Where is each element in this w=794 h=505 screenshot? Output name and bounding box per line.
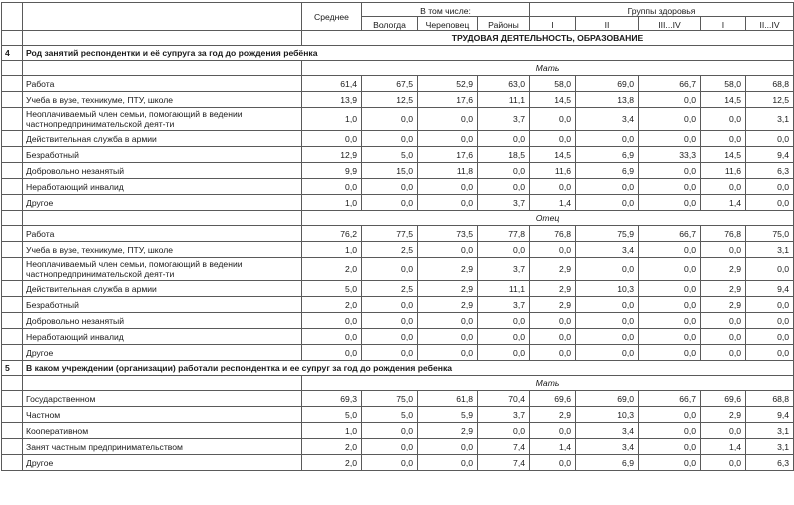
value-cell: 76,2	[302, 226, 362, 242]
table-row	[2, 391, 794, 407]
row-label: Другое	[23, 345, 302, 361]
subgroup-label-cell	[23, 211, 302, 226]
value-cell: 1,4	[530, 439, 576, 455]
value-cell: 77,5	[362, 226, 418, 242]
row-index-cell	[2, 163, 23, 179]
value-cell: 0,0	[639, 407, 701, 423]
question-row	[2, 361, 794, 376]
row-label: Учеба в вузе, техникуме, ПТУ, школе	[23, 92, 302, 108]
value-cell: 0,0	[701, 345, 746, 361]
value-cell: 5,0	[362, 147, 418, 163]
value-cell: 73,5	[418, 226, 478, 242]
row-index-cell	[2, 391, 23, 407]
value-cell: 0,0	[362, 313, 418, 329]
value-cell: 7,4	[478, 439, 530, 455]
value-cell: 0,0	[478, 131, 530, 147]
value-cell: 0,0	[478, 345, 530, 361]
value-cell: 0,0	[639, 179, 701, 195]
value-cell: 70,4	[478, 391, 530, 407]
value-cell: 0,0	[746, 258, 794, 281]
value-cell: 3,7	[478, 108, 530, 131]
row-index-cell	[2, 281, 23, 297]
value-cell: 0,0	[701, 108, 746, 131]
value-cell: 0,0	[530, 108, 576, 131]
value-cell: 2,0	[302, 258, 362, 281]
row-label: Добровольно незанятый	[23, 163, 302, 179]
value-cell: 9,4	[746, 281, 794, 297]
value-cell: 0,0	[302, 345, 362, 361]
value-cell: 0,0	[701, 242, 746, 258]
value-cell: 0,0	[530, 423, 576, 439]
value-cell: 0,0	[639, 455, 701, 471]
row-index-cell	[2, 92, 23, 108]
value-cell: 68,8	[746, 391, 794, 407]
value-cell: 7,4	[478, 455, 530, 471]
row-label: Работа	[23, 226, 302, 242]
value-cell: 3,4	[576, 108, 639, 131]
subgroup-index-cell	[2, 211, 23, 226]
value-cell: 9,9	[302, 163, 362, 179]
value-cell: 0,0	[530, 329, 576, 345]
value-cell: 11,8	[418, 163, 478, 179]
value-cell: 13,8	[576, 92, 639, 108]
value-cell: 1,4	[701, 439, 746, 455]
value-cell: 0,0	[746, 313, 794, 329]
value-cell: 0,0	[639, 297, 701, 313]
value-cell: 5,0	[302, 281, 362, 297]
value-cell: 12,5	[362, 92, 418, 108]
value-cell: 68,8	[746, 76, 794, 92]
value-cell: 3,4	[576, 242, 639, 258]
value-cell: 3,1	[746, 108, 794, 131]
value-cell: 0,0	[418, 108, 478, 131]
row-index-cell	[2, 439, 23, 455]
table-row	[2, 345, 794, 361]
value-cell: 2,5	[362, 242, 418, 258]
table-row	[2, 423, 794, 439]
table-row	[2, 226, 794, 242]
value-cell: 2,5	[362, 281, 418, 297]
value-cell: 0,0	[639, 329, 701, 345]
subgroup-label-cell	[23, 376, 302, 391]
value-cell: 0,0	[746, 195, 794, 211]
value-cell: 0,0	[576, 313, 639, 329]
table-row	[2, 281, 794, 297]
subgroup-title: Отец	[302, 211, 794, 226]
table-row	[2, 329, 794, 345]
value-cell: 3,1	[746, 439, 794, 455]
row-label: Другое	[23, 455, 302, 471]
row-index-cell	[2, 242, 23, 258]
row-label: Государственном	[23, 391, 302, 407]
value-cell: 10,3	[576, 407, 639, 423]
value-cell: 67,5	[362, 76, 418, 92]
value-cell: 0,0	[639, 131, 701, 147]
row-index-cell	[2, 195, 23, 211]
table-row	[2, 258, 794, 281]
row-index-cell	[2, 258, 23, 281]
value-cell: 75,0	[362, 391, 418, 407]
value-cell: 2,0	[302, 455, 362, 471]
table-row	[2, 108, 794, 131]
value-cell: 3,7	[478, 258, 530, 281]
value-cell: 0,0	[576, 258, 639, 281]
value-cell: 0,0	[746, 131, 794, 147]
value-cell: 9,4	[746, 147, 794, 163]
subgroup-index-cell	[2, 61, 23, 76]
value-cell: 61,8	[418, 391, 478, 407]
subgroup-row	[2, 211, 794, 226]
row-index-cell	[2, 407, 23, 423]
row-index-cell	[2, 313, 23, 329]
value-cell: 69,0	[576, 76, 639, 92]
row-label: Другое	[23, 195, 302, 211]
value-cell: 17,6	[418, 92, 478, 108]
value-cell: 52,9	[418, 76, 478, 92]
row-index-cell	[2, 108, 23, 131]
value-cell: 0,0	[362, 423, 418, 439]
value-cell: 0,0	[362, 179, 418, 195]
value-cell: 0,0	[576, 345, 639, 361]
table-row	[2, 195, 794, 211]
subgroup-index-cell	[2, 376, 23, 391]
value-cell: 0,0	[530, 242, 576, 258]
table-row	[2, 407, 794, 423]
header-group-3-4: III...IV	[639, 17, 701, 31]
row-index-cell	[2, 147, 23, 163]
value-cell: 0,0	[701, 423, 746, 439]
value-cell: 66,7	[639, 76, 701, 92]
value-cell: 0,0	[701, 131, 746, 147]
value-cell: 0,0	[530, 313, 576, 329]
value-cell: 0,0	[418, 242, 478, 258]
header-health-groups: Группы здоровья	[530, 3, 794, 17]
value-cell: 11,1	[478, 92, 530, 108]
header-cherepovets: Череповец	[418, 17, 478, 31]
value-cell: 69,0	[576, 391, 639, 407]
value-cell: 2,0	[302, 439, 362, 455]
value-cell: 6,3	[746, 455, 794, 471]
row-label: Безработный	[23, 147, 302, 163]
value-cell: 0,0	[362, 329, 418, 345]
table-row	[2, 179, 794, 195]
value-cell: 5,9	[418, 407, 478, 423]
value-cell: 0,0	[639, 242, 701, 258]
value-cell: 3,1	[746, 423, 794, 439]
row-index-cell	[2, 179, 23, 195]
value-cell: 2,9	[418, 423, 478, 439]
value-cell: 76,8	[530, 226, 576, 242]
value-cell: 0,0	[639, 345, 701, 361]
value-cell: 0,0	[418, 345, 478, 361]
header-corner-index	[2, 3, 23, 31]
value-cell: 0,0	[639, 163, 701, 179]
value-cell: 66,7	[639, 391, 701, 407]
subgroup-row	[2, 61, 794, 76]
value-cell: 0,0	[478, 242, 530, 258]
value-cell: 0,0	[701, 329, 746, 345]
row-label: Неработающий инвалид	[23, 179, 302, 195]
row-label: Действительная служба в армии	[23, 281, 302, 297]
value-cell: 2,9	[701, 407, 746, 423]
row-index-cell	[2, 329, 23, 345]
table-row	[2, 147, 794, 163]
value-cell: 0,0	[701, 313, 746, 329]
section-index-cell	[2, 31, 23, 46]
value-cell: 13,9	[302, 92, 362, 108]
value-cell: 0,0	[576, 329, 639, 345]
value-cell: 77,8	[478, 226, 530, 242]
value-cell: 0,0	[746, 329, 794, 345]
value-cell: 2,9	[418, 258, 478, 281]
value-cell: 15,0	[362, 163, 418, 179]
value-cell: 0,0	[639, 258, 701, 281]
row-label: Неоплачиваемый член семьи, помогающий в ведении частнопредпринимательской деят-ти	[23, 108, 302, 131]
row-label: Частном	[23, 407, 302, 423]
value-cell: 12,9	[302, 147, 362, 163]
table-row	[2, 163, 794, 179]
value-cell: 1,0	[302, 242, 362, 258]
value-cell: 3,7	[478, 195, 530, 211]
value-cell: 0,0	[362, 258, 418, 281]
header-districts: Районы	[478, 17, 530, 31]
value-cell: 1,0	[302, 423, 362, 439]
header-including: В том числе:	[362, 3, 530, 17]
value-cell: 0,0	[639, 439, 701, 455]
value-cell: 2,9	[530, 281, 576, 297]
row-index-cell	[2, 345, 23, 361]
value-cell: 2,9	[701, 297, 746, 313]
table-row	[2, 297, 794, 313]
value-cell: 2,9	[530, 407, 576, 423]
value-cell: 0,0	[530, 345, 576, 361]
value-cell: 0,0	[362, 345, 418, 361]
value-cell: 1,0	[302, 108, 362, 131]
value-cell: 0,0	[639, 195, 701, 211]
row-index-cell	[2, 455, 23, 471]
value-cell: 0,0	[362, 195, 418, 211]
value-cell: 0,0	[530, 179, 576, 195]
value-cell: 1,4	[701, 195, 746, 211]
table-row	[2, 92, 794, 108]
value-cell: 6,9	[576, 147, 639, 163]
value-cell: 0,0	[639, 281, 701, 297]
header-vologda: Вологда	[362, 17, 418, 31]
value-cell: 0,0	[530, 455, 576, 471]
header-average: Среднее	[302, 3, 362, 31]
value-cell: 66,7	[639, 226, 701, 242]
value-cell: 0,0	[576, 195, 639, 211]
value-cell: 11,1	[478, 281, 530, 297]
value-cell: 0,0	[418, 313, 478, 329]
value-cell: 76,8	[701, 226, 746, 242]
value-cell: 0,0	[478, 313, 530, 329]
section-title: ТРУДОВАЯ ДЕЯТЕЛЬНОСТЬ, ОБРАЗОВАНИЕ	[302, 31, 794, 46]
row-label: Безработный	[23, 297, 302, 313]
value-cell: 0,0	[746, 345, 794, 361]
value-cell: 12,5	[746, 92, 794, 108]
header-group-1: I	[530, 17, 576, 31]
value-cell: 14,5	[530, 147, 576, 163]
value-cell: 0,0	[418, 131, 478, 147]
value-cell: 5,0	[302, 407, 362, 423]
value-cell: 0,0	[478, 163, 530, 179]
value-cell: 0,0	[478, 423, 530, 439]
row-label: Кооперативном	[23, 423, 302, 439]
table-row	[2, 131, 794, 147]
value-cell: 0,0	[302, 313, 362, 329]
value-cell: 0,0	[418, 329, 478, 345]
value-cell: 75,9	[576, 226, 639, 242]
value-cell: 3,7	[478, 297, 530, 313]
value-cell: 2,9	[418, 297, 478, 313]
table-row	[2, 313, 794, 329]
value-cell: 63,0	[478, 76, 530, 92]
value-cell: 0,0	[418, 455, 478, 471]
value-cell: 3,4	[576, 439, 639, 455]
question-row	[2, 46, 794, 61]
value-cell: 18,5	[478, 147, 530, 163]
value-cell: 0,0	[362, 131, 418, 147]
value-cell: 0,0	[576, 297, 639, 313]
subgroup-label-cell	[23, 61, 302, 76]
table-row	[2, 455, 794, 471]
value-cell: 2,9	[530, 297, 576, 313]
value-cell: 0,0	[362, 297, 418, 313]
header-group-1b: I	[701, 17, 746, 31]
value-cell: 11,6	[701, 163, 746, 179]
value-cell: 11,6	[530, 163, 576, 179]
value-cell: 0,0	[701, 455, 746, 471]
subgroup-row	[2, 376, 794, 391]
value-cell: 61,4	[302, 76, 362, 92]
row-label: Добровольно незанятый	[23, 313, 302, 329]
value-cell: 17,6	[418, 147, 478, 163]
value-cell: 14,5	[701, 92, 746, 108]
table-row	[2, 439, 794, 455]
value-cell: 33,3	[639, 147, 701, 163]
question-number: 4	[2, 46, 23, 61]
value-cell: 0,0	[362, 439, 418, 455]
value-cell: 0,0	[746, 179, 794, 195]
value-cell: 0,0	[418, 179, 478, 195]
value-cell: 3,7	[478, 407, 530, 423]
value-cell: 69,3	[302, 391, 362, 407]
value-cell: 0,0	[302, 179, 362, 195]
row-label: Действительная служба в армии	[23, 131, 302, 147]
value-cell: 2,9	[530, 258, 576, 281]
value-cell: 0,0	[478, 179, 530, 195]
header-group-2-4: II...IV	[746, 17, 794, 31]
value-cell: 75,0	[746, 226, 794, 242]
row-label: Неоплачиваемый член семьи, помогающий в ведении частнопредпринимательской деят-ти	[23, 258, 302, 281]
value-cell: 2,0	[302, 297, 362, 313]
value-cell: 0,0	[362, 108, 418, 131]
value-cell: 0,0	[576, 179, 639, 195]
question-number: 5	[2, 361, 23, 376]
value-cell: 0,0	[418, 195, 478, 211]
row-index-cell	[2, 131, 23, 147]
row-index-cell	[2, 76, 23, 92]
row-label: Работа	[23, 76, 302, 92]
value-cell: 3,4	[576, 423, 639, 439]
question-title: Род занятий респондентки и её супруга за год до рождения ребёнка	[23, 46, 794, 61]
value-cell: 2,9	[701, 281, 746, 297]
subgroup-title: Мать	[302, 376, 794, 391]
question-title: В каком учреждении (организации) работали респондентка и ее супруг за год до рождения ребенка	[23, 361, 794, 376]
row-label: Занят частным предпринимательством	[23, 439, 302, 455]
value-cell: 6,3	[746, 163, 794, 179]
value-cell: 9,4	[746, 407, 794, 423]
value-cell: 6,9	[576, 455, 639, 471]
value-cell: 0,0	[302, 329, 362, 345]
value-cell: 0,0	[530, 131, 576, 147]
row-label: Неработающий инвалид	[23, 329, 302, 345]
header-group-2: II	[576, 17, 639, 31]
value-cell: 58,0	[701, 76, 746, 92]
value-cell: 10,3	[576, 281, 639, 297]
value-cell: 1,4	[530, 195, 576, 211]
table-row	[2, 76, 794, 92]
value-cell: 2,9	[418, 281, 478, 297]
row-label: Учеба в вузе, техникуме, ПТУ, школе	[23, 242, 302, 258]
section-label-cell	[23, 31, 302, 46]
header-corner-label	[23, 3, 302, 31]
value-cell: 1,0	[302, 195, 362, 211]
value-cell: 0,0	[639, 423, 701, 439]
value-cell: 14,5	[530, 92, 576, 108]
value-cell: 0,0	[639, 92, 701, 108]
value-cell: 0,0	[576, 131, 639, 147]
row-index-cell	[2, 423, 23, 439]
value-cell: 6,9	[576, 163, 639, 179]
row-index-cell	[2, 226, 23, 242]
value-cell: 2,9	[701, 258, 746, 281]
data-table	[1, 2, 794, 471]
subgroup-title: Мать	[302, 61, 794, 76]
value-cell: 14,5	[701, 147, 746, 163]
table-row	[2, 242, 794, 258]
value-cell: 0,0	[746, 297, 794, 313]
row-index-cell	[2, 297, 23, 313]
value-cell: 69,6	[530, 391, 576, 407]
value-cell: 5,0	[362, 407, 418, 423]
value-cell: 0,0	[639, 108, 701, 131]
value-cell: 0,0	[639, 313, 701, 329]
value-cell: 0,0	[478, 329, 530, 345]
value-cell: 0,0	[418, 439, 478, 455]
value-cell: 0,0	[362, 455, 418, 471]
value-cell: 0,0	[302, 131, 362, 147]
value-cell: 69,6	[701, 391, 746, 407]
value-cell: 0,0	[701, 179, 746, 195]
value-cell: 3,1	[746, 242, 794, 258]
value-cell: 58,0	[530, 76, 576, 92]
